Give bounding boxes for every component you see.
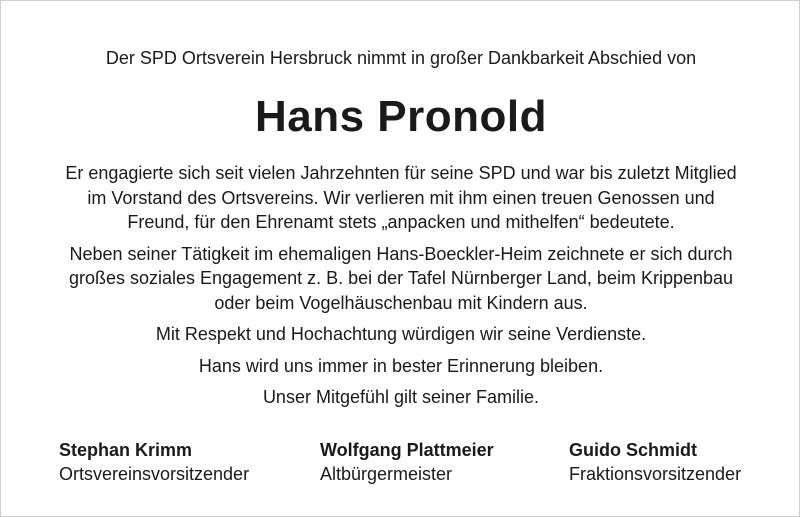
text-line: Hans wird uns immer in bester Erinnerung bleiben. xyxy=(198,355,604,376)
text-line: Mit Respekt und Hochachtung würdigen wir seine Verdienste. xyxy=(155,324,647,344)
text-line: oder beim Vogelhäuschenbau mit Kindern aus. xyxy=(214,292,588,313)
signatory-1 xyxy=(59,438,249,486)
signatory-3 xyxy=(569,438,741,486)
signatory-role: Ortsvereinsvorsitzender xyxy=(59,464,250,484)
paragraph-condolence xyxy=(41,385,761,410)
deceased-name: Hans Pronold xyxy=(254,92,548,141)
signatory-name: Guido Schmidt xyxy=(569,440,697,460)
signatory-name: Stephan Krimm xyxy=(59,440,193,460)
intro-line: Der SPD Ortsverein Hersbruck nimmt in großer Dankbarkeit Abschied von xyxy=(105,48,697,68)
text-line: Neben seiner Tätigkeit im ehemaligen Hans-Boeckler-Heim zeichnete er sich durch xyxy=(69,243,733,264)
text-line: Unser Mitgefühl gilt seiner Familie. xyxy=(262,387,540,407)
signatory-name: Wolfgang Plattmeier xyxy=(320,440,494,460)
text-line: Er engagierte sich seit vielen Jahrzehnten für seine SPD und war bis zuletzt Mitglied xyxy=(65,163,737,183)
text-line: großes soziales Engagement z. B. bei der Tafel Nürnberger Land, beim Krippenbau xyxy=(68,268,734,288)
text-line: im Vorstand des Ortsvereins. Wir verlieren mit ihm einen treuen Genossen und xyxy=(87,187,715,208)
signatory-role: Fraktionsvorsitzender xyxy=(569,464,742,484)
paragraph-engagement xyxy=(41,161,761,235)
paragraph-social xyxy=(41,242,761,316)
signatory-role: Altbürgermeister xyxy=(320,464,453,484)
signatory-2 xyxy=(320,438,494,486)
paragraph-memory xyxy=(41,354,761,379)
paragraph-respect xyxy=(41,322,761,347)
tribute-text xyxy=(41,161,761,417)
text-line: Freund, für den Ehrenamt stets „anpacken und mithelfen“ bedeutete. xyxy=(127,212,675,232)
